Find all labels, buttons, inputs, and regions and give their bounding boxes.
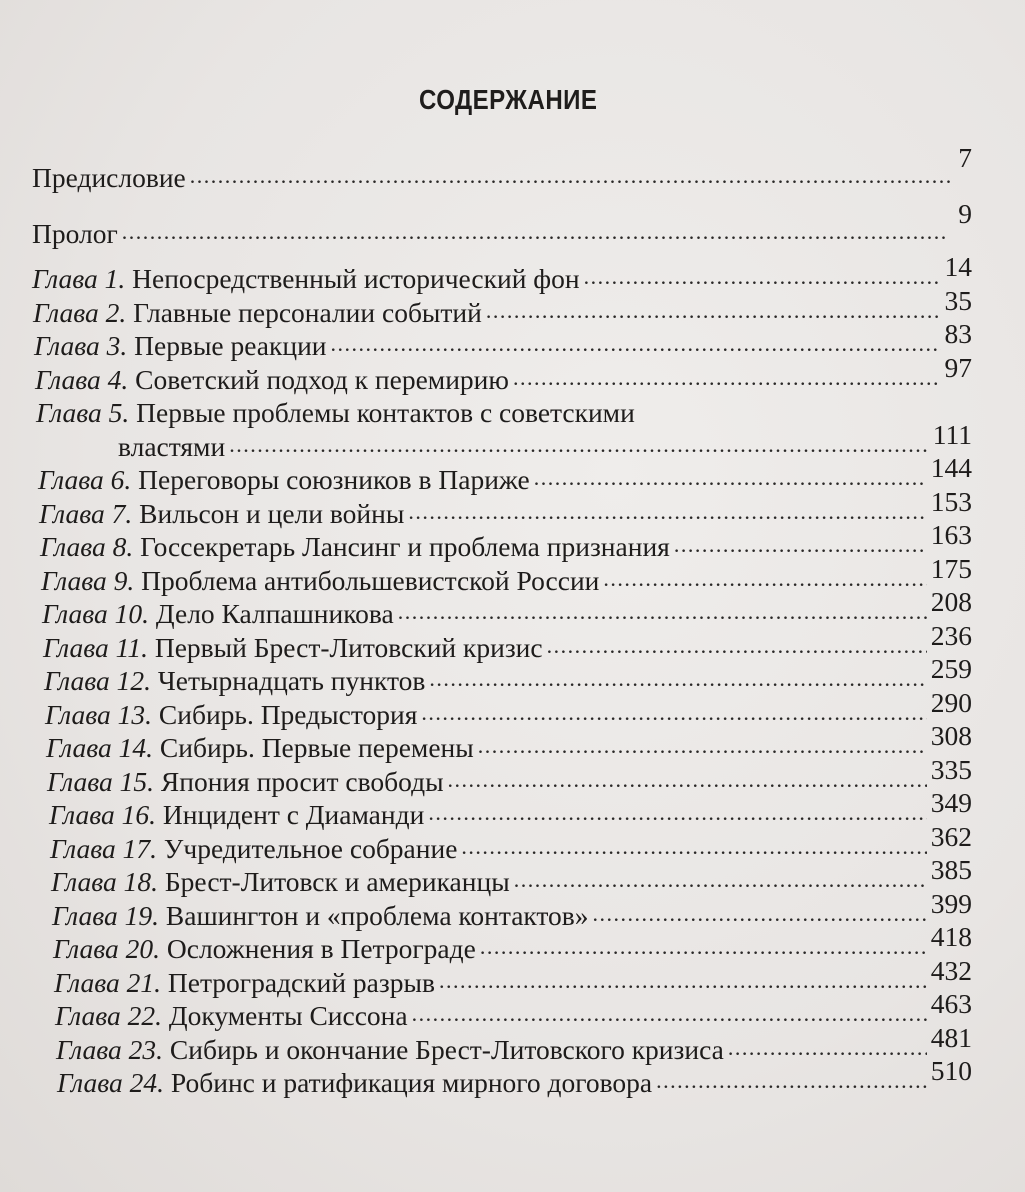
chapter-number: Глава 7. — [39, 497, 133, 529]
chapter-number: Глава 2. — [33, 296, 127, 328]
leader-dots — [421, 696, 926, 732]
toc-entry-line — [36, 418, 972, 464]
toc-entry-chapter — [41, 552, 972, 598]
chapter-title: Советский подход к перемирию — [135, 363, 509, 395]
leader-dots — [514, 863, 927, 899]
toc-entry-label — [44, 664, 429, 698]
toc-entry-page: 163 — [930, 519, 972, 550]
chapter-title: Проблема антибольшевистской России — [141, 564, 600, 596]
leader-dots — [190, 148, 955, 206]
toc-entry-chapter — [56, 1021, 972, 1067]
toc-entry-page: 144 — [930, 452, 972, 483]
toc-entry-label — [43, 631, 547, 665]
toc-entry-label — [45, 698, 421, 732]
chapter-number: Глава 9. — [41, 564, 135, 596]
page-title: СОДЕРЖАНИЕ — [418, 84, 598, 115]
leader-dots — [448, 763, 927, 799]
leader-dots — [656, 1064, 927, 1100]
chapter-title: Япония просит свободы — [160, 765, 444, 797]
toc-entry-page: 35 — [944, 284, 972, 316]
toc-entry-page: 208 — [930, 586, 972, 617]
toc-entry-page: 153 — [930, 485, 972, 517]
toc-entry-label — [34, 329, 331, 363]
chapter-title: Вильсон и цели войны — [139, 497, 405, 529]
toc-entry-label — [53, 932, 480, 966]
toc-entry-label — [40, 530, 674, 564]
leader-dots — [728, 1031, 927, 1067]
toc-entry-page: 418 — [930, 921, 972, 952]
chapter-number: Глава 8. — [40, 531, 134, 562]
leader-dots — [229, 428, 929, 464]
toc-entry-page: 14 — [944, 251, 972, 282]
toc-entry-page: 385 — [930, 854, 972, 885]
toc-entry-page: 290 — [930, 686, 972, 718]
toc-entry-chapter — [43, 619, 972, 665]
toc-entry-chapter — [50, 820, 972, 866]
leader-dots — [428, 796, 926, 832]
toc-entry-label — [47, 765, 448, 799]
leader-dots — [486, 294, 941, 330]
toc-entry-page: 308 — [930, 720, 972, 751]
chapter-title: Первые проблемы контактов с советскими — [136, 397, 635, 428]
toc-entry-page: 399 — [930, 887, 972, 919]
toc-entry-label: Пролог — [32, 218, 118, 249]
chapter-title: Сибирь и окончание Брест-Литовского кризиса — [169, 1033, 724, 1065]
toc-entry-page: 510 — [930, 1055, 972, 1086]
chapter-number: Глава 10. — [42, 598, 150, 629]
leader-dots — [534, 461, 927, 497]
leader-dots — [513, 361, 941, 397]
leader-dots — [593, 897, 927, 933]
chapter-number: Глава 16. — [49, 799, 157, 830]
toc-entry-page: 481 — [930, 1021, 972, 1053]
chapter-title: Четырнадцать пунктов — [157, 665, 426, 696]
chapter-title: Переговоры союзников в Париже — [138, 464, 530, 495]
chapter-number: Глава 15. — [47, 765, 155, 797]
leader-dots — [439, 964, 927, 1000]
chapter-number: Глава 20. — [53, 933, 161, 964]
chapter-title: Сибирь. Первые перемены — [159, 732, 474, 763]
toc-entry-label — [32, 262, 584, 296]
toc-entry-chapter — [42, 586, 972, 631]
chapter-number: Глава 23. — [56, 1033, 164, 1065]
toc-entry-prologue — [32, 198, 972, 262]
chapter-title: Вашингтон и «проблема контактов» — [165, 899, 589, 931]
toc-entry-chapter — [40, 519, 972, 564]
chapter-title: Брест-Литовск и американцы — [164, 866, 510, 897]
toc-entry-label — [56, 1033, 728, 1067]
chapter-title: Робинс и ратификация мирного договора — [170, 1067, 653, 1098]
leader-dots — [408, 495, 926, 531]
toc-entry-page: 259 — [930, 653, 972, 684]
toc-entry-chapter — [46, 720, 972, 765]
toc-entry-label — [50, 832, 461, 866]
toc-entry-page: 111 — [932, 418, 972, 450]
leader-dots — [331, 327, 941, 363]
toc-entry-chapter — [53, 921, 972, 966]
leader-dots — [603, 562, 926, 598]
toc-entry-label — [41, 564, 603, 598]
toc-entry-label — [57, 1066, 656, 1100]
toc-entry-label — [51, 865, 514, 899]
toc-entry-page: 175 — [930, 552, 972, 584]
toc-entry-page: 97 — [944, 351, 972, 383]
toc-entry-preface — [32, 142, 972, 206]
toc-entry-chapter — [45, 686, 972, 732]
toc-entry-chapter — [33, 284, 972, 330]
chapter-number: Глава 12. — [44, 665, 152, 696]
toc-entry-chapter — [55, 988, 972, 1033]
chapter-number: Глава 24. — [57, 1067, 165, 1098]
toc-entry-label — [35, 363, 513, 397]
toc-entry-page: 362 — [930, 820, 972, 852]
toc-entry-chapter — [54, 954, 972, 1000]
toc-entry-label — [42, 597, 398, 631]
chapter-number: Глава 22. — [55, 1000, 163, 1031]
chapter-list — [32, 251, 972, 1100]
toc-entry-label: Предисловие — [32, 162, 186, 193]
toc-entry-label — [39, 497, 408, 531]
toc-entry-page: 349 — [930, 787, 972, 818]
chapter-title: Документы Сиссона — [168, 1000, 408, 1031]
chapter-number: Глава 19. — [52, 899, 160, 931]
chapter-title: Дело Калпашникова — [155, 598, 394, 629]
leader-dots — [461, 830, 926, 866]
chapter-number: Глава 1. — [32, 263, 126, 294]
chapter-number: Глава 3. — [34, 330, 128, 361]
toc-entry-chapter — [52, 887, 972, 933]
chapter-number: Глава 5. — [36, 397, 130, 428]
chapter-number: Глава 14. — [46, 732, 154, 763]
leader-dots — [429, 662, 926, 698]
toc-entry-chapter — [32, 251, 972, 296]
leader-dots — [412, 997, 927, 1033]
chapter-title: Непосредственный исторический фон — [132, 263, 580, 294]
toc-entry-label — [52, 899, 593, 933]
toc-entry-line — [36, 396, 972, 430]
toc-entry-chapter — [35, 351, 972, 397]
toc-entry-chapter — [44, 653, 972, 698]
toc-entry-label — [46, 731, 478, 765]
toc-entry-chapter — [57, 1055, 972, 1100]
toc-entry-chapter — [51, 854, 972, 899]
toc-entry-chapter — [49, 787, 972, 832]
table-of-contents — [32, 142, 972, 1100]
chapter-title: Сибирь. Предыстория — [158, 698, 418, 730]
chapter-title: Первые реакции — [134, 330, 327, 361]
chapter-number: Глава 13. — [45, 698, 153, 730]
chapter-title: Петроградский разрыв — [167, 966, 435, 998]
toc-entry-label — [54, 966, 439, 1000]
toc-entry-chapter — [36, 396, 972, 463]
toc-entry-page: 7 — [958, 142, 972, 173]
chapter-title: Осложнения в Петрограде — [166, 933, 476, 964]
chapter-number: Глава 4. — [35, 363, 129, 395]
toc-entry-page: 83 — [944, 318, 972, 349]
chapter-title: Учредительное собрание — [163, 832, 458, 864]
chapter-title: Первый Брест-Литовский кризис — [154, 631, 543, 663]
leader-dots — [584, 260, 941, 296]
toc-entry-label — [33, 296, 486, 330]
toc-entry-label — [49, 798, 428, 832]
toc-entry-page: 9 — [958, 198, 972, 229]
leader-dots — [480, 930, 927, 966]
chapter-title-continued: властями — [118, 430, 226, 462]
leader-dots — [674, 528, 927, 564]
toc-entry-page: 463 — [930, 988, 972, 1019]
leader-dots — [122, 204, 955, 262]
toc-entry-label — [38, 463, 534, 497]
leader-dots — [478, 729, 927, 765]
toc-entry-chapter — [38, 452, 972, 497]
chapter-number: Глава 18. — [51, 866, 159, 897]
chapter-number: Глава 11. — [43, 631, 148, 663]
chapter-title: Госсекретарь Лансинг и проблема признания — [140, 531, 670, 562]
chapter-number: Глава 17. — [50, 832, 158, 864]
toc-entry-page: 432 — [930, 954, 972, 986]
chapter-title: Инцидент с Диаманди — [162, 799, 425, 830]
toc-entry-page: 236 — [930, 619, 972, 651]
toc-entry-chapter — [39, 485, 972, 531]
leader-dots — [398, 595, 927, 631]
toc-entry-chapter — [47, 753, 972, 799]
toc-entry-label — [36, 397, 639, 428]
toc-entry-label — [55, 999, 412, 1033]
toc-entry-page: 335 — [930, 753, 972, 785]
chapter-title: Главные персоналии событий — [133, 296, 482, 328]
leader-dots — [547, 629, 927, 665]
toc-entry-chapter — [34, 318, 972, 363]
chapter-number: Глава 21. — [54, 966, 162, 998]
chapter-number: Глава 6. — [38, 464, 132, 495]
